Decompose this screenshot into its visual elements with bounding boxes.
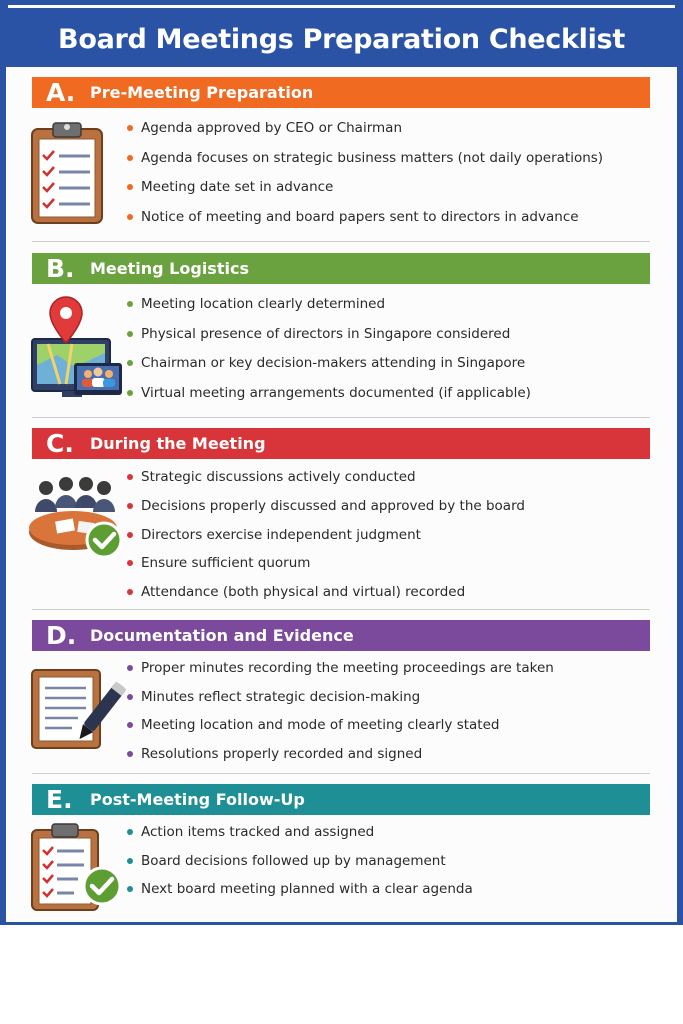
list-item: [124, 658, 554, 687]
item-text: Virtual meeting arrangements documented (if applicable): [141, 384, 531, 401]
item-text: Resolutions properly recorded and signed: [141, 746, 423, 763]
item-text: Board decisions followed up by management: [141, 852, 446, 869]
section-letter: D.: [46, 621, 77, 650]
checklist: [124, 118, 603, 236]
section-bar: [32, 784, 650, 815]
list-item: [124, 553, 525, 582]
location-video-call-icon: [28, 295, 128, 409]
checklist: [124, 467, 525, 611]
list-item: [124, 177, 603, 207]
item-text: Meeting date set in advance: [141, 179, 334, 195]
section-heading: Documentation and Evidence: [90, 626, 354, 645]
section-letter: A.: [46, 78, 76, 107]
list-item: [124, 148, 603, 178]
list-item: [124, 496, 525, 525]
item-text: Minutes reflect strategic decision-making: [141, 688, 421, 705]
item-text: Directors exercise independent judgment: [141, 526, 421, 543]
list-item: [124, 715, 554, 744]
list-item: [124, 353, 531, 383]
list-item: [124, 383, 531, 413]
section-bar: [32, 620, 650, 651]
top-line: [8, 5, 675, 8]
list-item: [124, 294, 531, 324]
divider: [32, 241, 650, 242]
item-text: Meeting location and mode of meeting clearly stated: [141, 717, 500, 734]
item-text: Attendance (both physical and virtual) recorded: [141, 584, 466, 601]
list-item: [124, 118, 603, 148]
section-letter: B.: [46, 254, 75, 283]
divider: [32, 773, 650, 774]
list-item: [124, 207, 603, 237]
list-item: [124, 851, 473, 880]
checklist-panel: [6, 67, 677, 922]
list-item: [124, 687, 554, 716]
list-item: [124, 525, 525, 554]
item-text: Physical presence of directors in Singapore considered: [141, 325, 511, 342]
section-heading: During the Meeting: [90, 434, 266, 453]
item-text: Agenda focuses on strategic business matters (not daily operations): [141, 149, 604, 166]
item-text: Decisions properly discussed and approved by the board: [141, 497, 525, 514]
section-letter: C.: [46, 429, 74, 458]
item-text: Action items tracked and assigned: [141, 824, 375, 840]
checklist: [124, 822, 473, 908]
list-item: [124, 324, 531, 354]
list-item: [124, 582, 525, 611]
item-text: Agenda approved by CEO or Chairman: [141, 120, 403, 136]
divider: [32, 417, 650, 418]
section-heading: Post-Meeting Follow-Up: [90, 790, 305, 809]
item-text: Ensure sufficient quorum: [141, 555, 311, 572]
section-letter: E.: [46, 785, 73, 814]
item-text: Strategic discussions actively conducted: [141, 469, 416, 485]
item-text: Meeting location clearly determined: [141, 296, 386, 312]
section-bar: [32, 428, 650, 459]
list-item: [124, 744, 554, 773]
item-text: Chairman or key decision-makers attending in Singapore: [141, 355, 526, 371]
item-text: Next board meeting planned with a clear agenda: [141, 881, 473, 897]
list-item: [124, 822, 473, 851]
checklist: [124, 294, 531, 412]
clipboard-check-icon: [28, 822, 128, 918]
section-heading: Meeting Logistics: [90, 259, 249, 278]
checklist: [124, 658, 554, 773]
clipboard-checklist-icon: [28, 119, 110, 233]
item-text: Proper minutes recording the meeting proceedings are taken: [141, 660, 554, 676]
document-pen-icon: [28, 664, 128, 760]
item-text: Notice of meeting and board papers sent to directors in advance: [141, 208, 579, 225]
divider: [32, 609, 650, 610]
section-bar: [32, 77, 650, 108]
list-item: [124, 879, 473, 908]
section-bar: [32, 253, 650, 284]
page-title: Board Meetings Preparation Checklist: [58, 24, 625, 55]
meeting-table-check-icon: [28, 474, 128, 568]
section-heading: Pre-Meeting Preparation: [90, 83, 314, 102]
list-item: [124, 467, 525, 496]
